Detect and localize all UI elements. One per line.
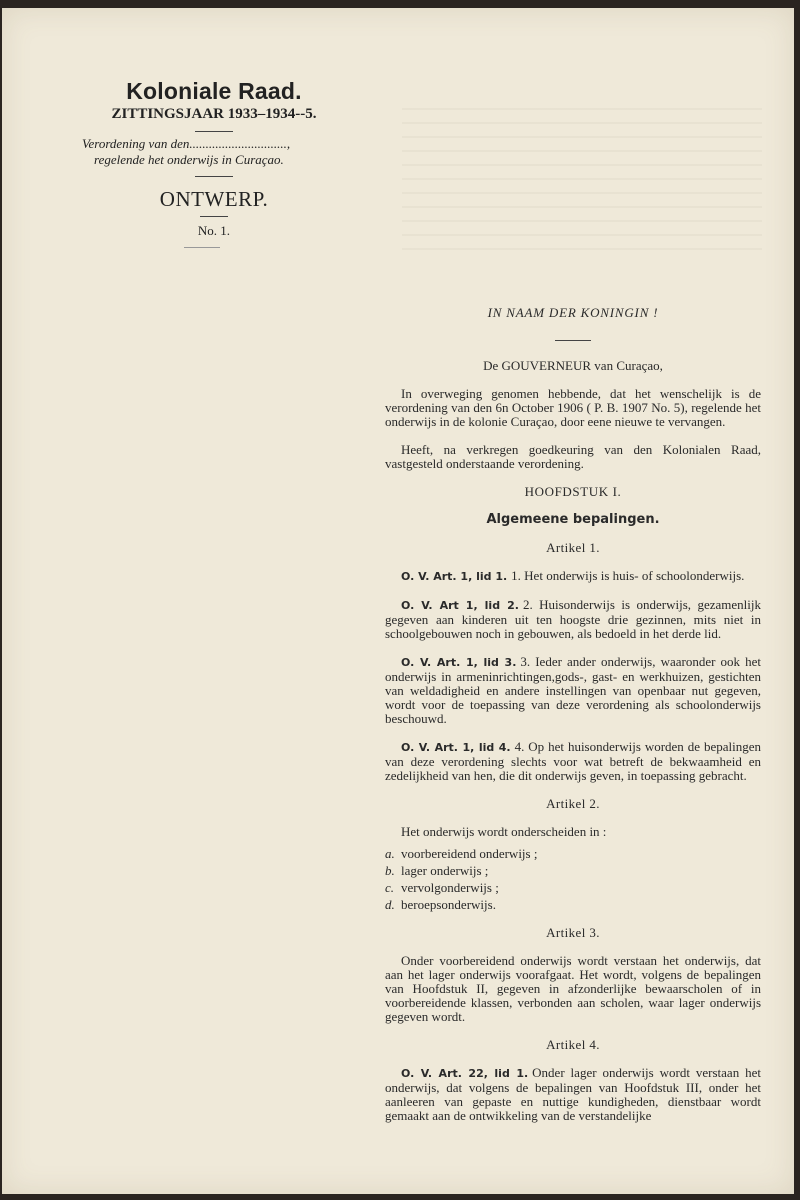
- ordinance-reference: O. V. Art. 1, lid 4.: [401, 741, 511, 754]
- approval-paragraph: Heeft, na verkregen goedkeuring van den Kolonialen Raad, vastgesteld onderstaande verordening.: [385, 442, 761, 471]
- ordinance-line-1: Verordening van den..............................,: [82, 136, 291, 151]
- list-item: [385, 864, 761, 878]
- list-letter: c.: [385, 880, 395, 895]
- list-text: beroepsonderwijs.: [401, 897, 496, 912]
- article-paragraph: [385, 1066, 761, 1123]
- article-heading: Artikel 2.: [546, 796, 600, 811]
- article-paragraph: [385, 655, 761, 726]
- list-item: [385, 847, 761, 861]
- article-paragraph: Onder voorbereidend onderwijs wordt verstaan het onderwijs, dat aan het lager onderwijs voorafgaat. Het wordt, volgens de bepalingen van Hoofdstuk II, gegeven in afzonderlijke bewaarscholen of in voorbereidende klassen, verbonden aan scholen, waar lager onderwijs gegeven wordt.: [385, 953, 761, 1024]
- article-heading: Artikel 3.: [546, 925, 600, 940]
- divider: [195, 131, 233, 132]
- list-letter: a.: [385, 846, 395, 861]
- chapter-title: Algemeene bepalingen.: [486, 512, 660, 527]
- scan-bleedthrough: [402, 108, 762, 258]
- list-letter: b.: [385, 863, 395, 878]
- governor-line: De GOUVERNEUR van Curaçao,: [483, 358, 663, 373]
- list-text: lager onderwijs ;: [401, 863, 489, 878]
- draft-number: No. 1.: [197, 223, 231, 238]
- session-year: ZITTINGSJAAR 1933–1934--5.: [111, 106, 317, 122]
- divider: [200, 216, 228, 217]
- paragraph-text: Onder lager onderwijs wordt verstaan het onderwijs, dat volgens de bepalingen van Hoofdstuk III, onder het aanleeren van gepaste en nuttige kundigheden, dienstbaar wordt gemaakt aan de ontwikkeling van de verstandelijke: [385, 1065, 761, 1123]
- divider: [555, 340, 591, 341]
- list-item: [385, 881, 761, 895]
- article-paragraph: [385, 569, 761, 584]
- article-heading: Artikel 4.: [546, 1037, 600, 1052]
- council-title: Koloniale Raad.: [126, 78, 302, 104]
- ordinance-reference: O. V. Art 1, lid 2.: [401, 599, 519, 612]
- ordinance-reference: O. V. Art. 1, lid 3.: [401, 656, 517, 669]
- divider: [195, 176, 233, 177]
- document-page: [2, 8, 794, 1194]
- invocation: IN NAAM DER KONINGIN !: [487, 305, 659, 320]
- article-heading: Artikel 1.: [546, 540, 600, 555]
- ordinance-reference: O. V. Art. 1, lid 1.: [401, 570, 508, 583]
- divider: [184, 247, 220, 248]
- ordinance-body: [385, 300, 761, 1137]
- list-item: [385, 898, 761, 912]
- article-intro: Het onderwijs wordt onderscheiden in :: [401, 824, 607, 839]
- article-paragraph: [385, 740, 761, 783]
- list-text: vervolgonderwijs ;: [401, 880, 499, 895]
- list-letter: d.: [385, 897, 395, 912]
- paragraph-text: 2. Huisonderwijs is onderwijs, gezamenlijk gegeven aan kinderen uit ten hoogste drie gezinnen, mits niet in schoolgebouwen noch in gebouwen, als bedoeld in het derde lid.: [385, 597, 761, 641]
- paragraph-text: 4. Op het huisonderwijs worden de bepalingen van deze verordening slechts voor wat betreft de bekwaamheid en zedelijkheid van hen, die dit onderwijs geven, in toepassing gebracht.: [385, 739, 761, 783]
- chapter-heading: HOOFDSTUK I.: [524, 484, 622, 499]
- draft-label: ONTWERP.: [159, 187, 269, 211]
- ordinance-line-2: regelende het onderwijs in Curaçao.: [94, 152, 284, 167]
- paragraph-text: 3. Ieder ander onderwijs, waaronder ook het onderwijs in armeninrichtingen,gods-, gast- en werkhuizen, gestichten van weldadigheid en andere instellingen van openbaar nut gegeven, wordt voor de toepassing van deze verordening als schoolonderwijs beschouwd.: [385, 654, 761, 726]
- considering-paragraph: In overweging genomen hebbende, dat het wenschelijk is de verordening van den 6n October 1906 ( P. B. 1907 No. 5), regelende het onderwijs in de kolonie Curaçao, door eene nieuwe te vervangen.: [385, 386, 761, 429]
- document-header: [74, 78, 354, 248]
- paragraph-text: 1. Het onderwijs is huis- of schoolonderwijs.: [511, 568, 745, 583]
- article-paragraph: [385, 598, 761, 641]
- list-text: voorbereidend onderwijs ;: [401, 846, 538, 861]
- ordinance-reference: O. V. Art. 22, lid 1.: [401, 1067, 529, 1080]
